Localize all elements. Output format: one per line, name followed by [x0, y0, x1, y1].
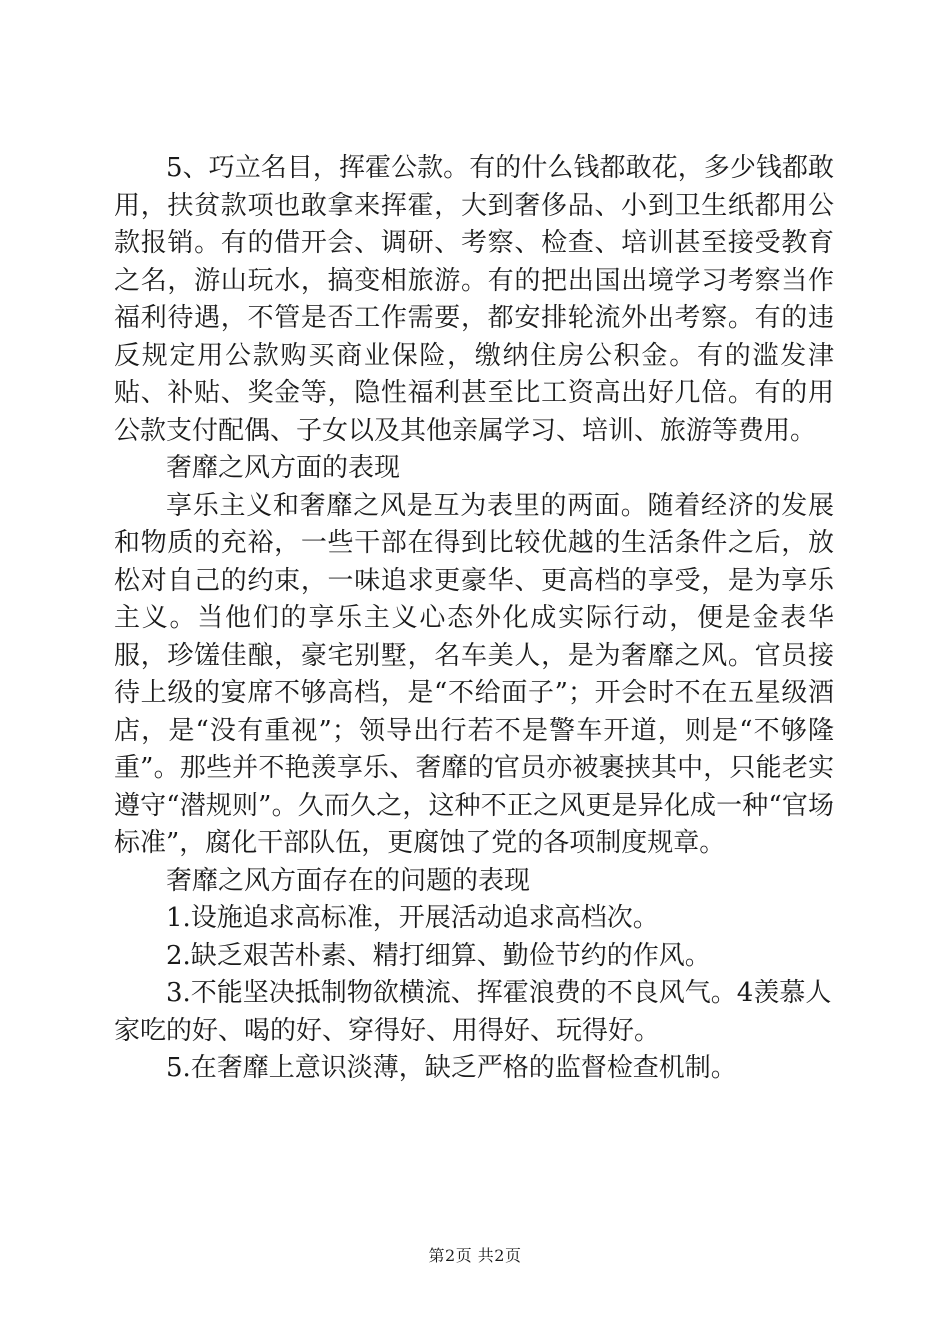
paragraph-hedonism-extravagance: 享乐主义和奢靡之风是互为表里的两面。随着经济的发展和物质的充裕，一些干部在得到比较优越的生活条件之后，放松对自己的约束，一味追求更豪华、更高档的享受，是为享乐主义。当他们的享乐主义心态外化成实际行动，便是金表华服，珍馐佳酿，豪宅别墅，名车美人，是为奢靡之风。官员接待上级的宴席不够高档，是“不给面子”；开会时不在五星级酒店，是“没有重视”；领导出行若不是警车开道，则是“不够隆重”。那些并不艳羡享乐、奢靡的官员亦被裹挟其中，只能老实遵守“潜规则”。久而久之，这种不正之风更是异化成一种“官场标准”，腐化干部队伍，更腐蚀了党的各项制度规章。	[114, 490, 834, 858]
list-item-3: 3.不能坚决抵制物欲横流、挥霍浪费的不良风气。4羡慕人家吃的好、喝的好、穿得好、用得好、玩得好。	[114, 978, 832, 1046]
list-item-2: 2.缺乏艰苦朴素、精打细算、勤俭节约的作风。	[166, 940, 711, 971]
page-footer: 第2页 共2页	[428, 1246, 522, 1265]
section-heading-extravagance: 奢靡之风方面的表现	[166, 453, 401, 483]
list-item-1: 1.设施追求高标准，开展活动追求高档次。	[166, 903, 659, 933]
list-item-5: 5.在奢靡上意识淡薄，缺乏严格的监督检查机制。	[166, 1053, 737, 1083]
paragraph-misuse-public-funds: 5、巧立名目，挥霍公款。有的什么钱都敢花，多少钱都敢用，扶贫款项也敢拿来挥霍，大到奢侈品、小到卫生纸都用公款报销。有的借开会、调研、考察、检查、培训甚至接受教育之名，游山玩水，搞变相旅游。有的把出国出境学习考察当作福利待遇，不管是否工作需要，都安排轮流外出考察。有的违反规定用公款购买商业保险，缴纳住房公积金。有的滥发津贴、补贴、奖金等，隐性福利甚至比工资高出好几倍。有的用公款支付配偶、子女以及其他亲属学习、培训、旅游等费用。	[114, 153, 834, 446]
section-heading-problems: 奢靡之风方面存在的问题的表现	[166, 865, 531, 896]
document-body	[114, 150, 834, 1088]
